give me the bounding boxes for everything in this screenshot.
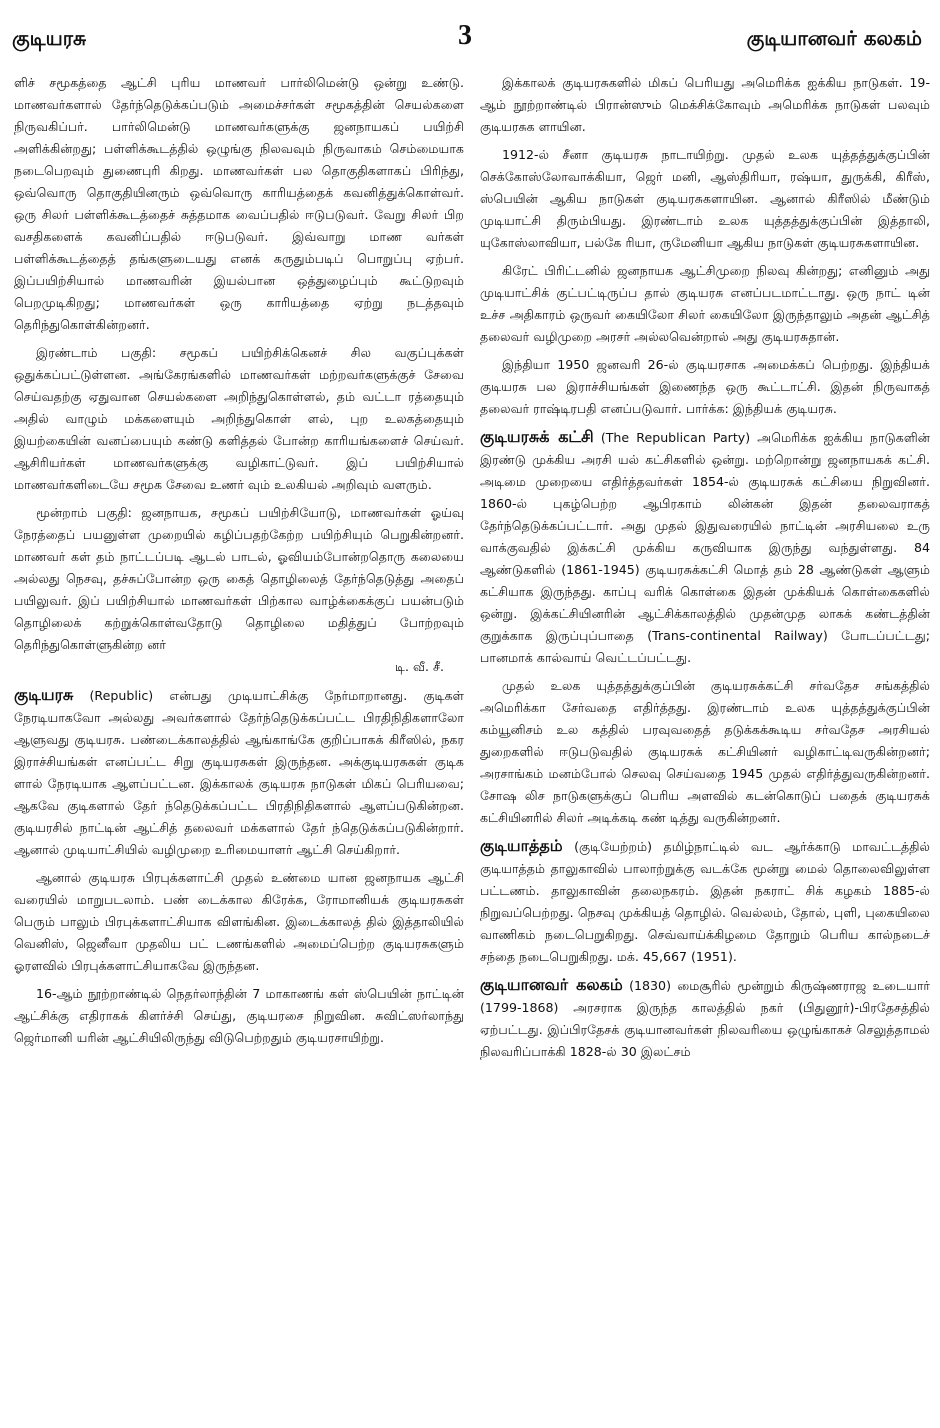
paragraph (480, 260, 930, 348)
paragraph (14, 983, 464, 1049)
entry-heading: குடியானவர் கலகம் (480, 975, 623, 994)
paragraph-text: முதல் உலக யுத்தத்துக்குப்பின் குடியரசுக்கட்சி சர்வதேச சங்கத்தில் அமெரிக்கா சேர்வதை எதிர்த்தது. இரண்டாம் உலக யுத்தத்துக்குப்பின் கம்யூனிசம் உல கத்தில் பரவுவதைத் தடுக்கக்கூடிய சர்வதேச அரசியல் துறைகளில் ஈடுபடுவதில் குடியரசுக் கட்சியினர் வழிகாட்டிவருகின்றனர்; அரசாங்கம் மனம்போல் செலவு செய்வதை 1945 முதல் எதிர்த்துவருகின்றனர். சோஷ லிச நாடுகளுக்குப் பெரிய அளவில் கடன்கொடுப் பதைக் குடியரசுக் கட்சியினரில் சிலர் அடிக்கடி கண் டித்து வருகின்றனர். (480, 678, 930, 825)
page-number: 3 (458, 20, 472, 51)
entry-heading: குடியாத்தம் (480, 836, 563, 855)
paragraph (14, 502, 464, 678)
entry-paragraph (14, 684, 464, 861)
paragraph-text: இக்காலக் குடியரசுகளில் மிகப் பெரியது அமெரிக்க ஐக்கிய நாடுகள். 19-ஆம் நூற்றாண்டில் பிரான்ஸும் மெக்சிக்கோவும் அமெரிக்க நாடுகள் பலவும் குடியரசுக ளாயின. (480, 75, 930, 134)
author-initials: டி. வீ. சீ. (394, 659, 444, 674)
paragraph (480, 354, 930, 420)
paragraph-text: (குடியேற்றம்) தமிழ்நாட்டில் வட ஆர்க்காடு மாவட்டத்தில் குடியாத்தம் தாலுகாவில் பாலாற்றுக்கு வடக்கே மூன்று மைல் தொலைவிலுள்ள பட்டணம். தாலுகாவின் தலைநகரம். இதன் நகராட் சிக் கழகம் 1885-ல் நிறுவப்பெற்றது. நெசவு முக்கியத் தொழில். வெல்லம், தோல், புளி, புகையிலை வாணிகம் நடைபெறுகிறது. செவ்வாய்க்கிழமை தோறும் பெரிய கால்நடைச் சந்தை நடைபெறுகிறது. மக். 45,667 (1951). (480, 839, 930, 964)
paragraph (480, 144, 930, 254)
paragraph-text: 16-ஆம் நூற்றாண்டில் நெதர்லாந்தின் 7 மாகாணங் கள் ஸ்பெயின் நாட்டின் ஆட்சிக்கு எதிராகக் கிளர்ச்சி செய்து, குடியரசை நிறுவின. சுவிட்ஸர்லாந்து ஜெர்மானி யரின் ஆட்சியிலிருந்து விடுபெற்றதும் குடியரசாயிற்று. (14, 986, 464, 1045)
paragraph-text: கிரேட் பிரிட்டனில் ஜனநாயக ஆட்சிமுறை நிலவு கின்றது; எனினும் அது முடியாட்சிக் குட்பட்டிருப்ப தால் குடியரசு எனப்படமாட்டாது. ஒரு நாட் டின் உச்ச அதிகாரம் ஒருவர் கையிலோ சிலர் கையிலோ இருந்தாலும் அதன் ஆட்சித் தலைவர் வழிமுறை அரசர் அல்லவென்றால் அது குடியரசுதான். (480, 263, 930, 344)
paragraph-text: (1830) மைசூரில் மூன்றும் கிருஷ்ணராஜ உடையார் (1799-1868) அரசராக இருந்த காலத்தில் நகர் (பிதுனூர்)-பிரதேசத்தில் ஏற்பட்டது. இப்பிரதேசக் குடியானவர்கள் நிலவரியை ஒழுங்காகச் செலுத்தாமல் நிலவரிப்பாக்கி 1828-ல் 30 இலட்சம் (480, 978, 930, 1059)
paragraph (480, 675, 930, 829)
paragraph-text: இந்தியா 1950 ஜனவரி 26-ல் குடியரசாக அமைக்கப் பெற்றது. இந்தியக் குடியரசு பல இராச்சியங்கள் இணைந்த ஒரு கூட்டாட்சி. இதன் நிருவாகத் தலைவர் ராஷ்டிரபதி எனப்படுவார். பார்க்க: இந்தியக் குடியரசு. (480, 357, 930, 416)
paragraph-text: ளிச் சமூகத்தை ஆட்சி புரிய மாணவர் பார்லிமென்டு ஒன்று உண்டு. மாணவர்களால் தேர்ந்தெடுக்கப்படும் அமைச்சர்கள் சமூகத்தின் செயல்களை நிருவகிப்பர். பார்லிமென்டு மாணவர்களுக்கு ஜனநாயகப் பயிற்சி அளிக்கின்றது; பள்ளிக்கூடத்தில் ஒழுங்கு நிலவவும் நிருவாகம் செம்மையாக நடைபெறவும் துணைபுரி கிறது. மாணவர்கள் பல தொகுதிகளாகப் பிரிந்து, ஒவ்வொரு தொகுதியினரும் ஒவ்வொரு காரியத்தைக் கவனித்துக்கொள்வர். ஒரு சிலர் பள்ளிக்கூடத்தைச் சுத்தமாக வைப்பதில் ஈடுபடுவர். வேறு சிலர் பிற வசதிகளைக் கவனிப்பதில் ஈடுபடுவர். இவ்வாறு மாண வர்கள் பள்ளிக்கூடத்தைத் தங்களுடையது எனக் கருதும்படிப் பொறுப்பு ஏற்பர். இப்பயிற்சியால் மாணவரின் இயல்பான ஒத்துழைப்பும் கூட்டுறவும் பெறமுடிகிறது; மாணவர்கள் ஒரு காரியத்தை ஏற்று நடத்தவும் தெரிந்துகொள்கின்றனர். (14, 75, 464, 332)
paragraph-text: (The Republican Party) அமெரிக்க ஐக்கிய நாடுகளின் இரண்டு முக்கிய அரசி யல் கட்சிகளில் ஒன்று. மற்றொன்று ஜனநாயகக் கட்சி. அடிமை முறையை எதிர்த்தவர்கள் 1854-ல் குடியரசுக் கட்சியை நிறுவினர். 1860-ல் புகழ்பெற்ற ஆபிரகாம் லின்கன் இதன் தலைவராகத் தேர்ந்தெடுக்கப்பட்டார். அது முதல் இதுவரையில் நாட்டின் அரசியலை உரு வாக்குவதில் இக்கட்சி முக்கிய கருவியாக இருந்து வந்துள்ளது. 84 ஆண்டுகளில் (1861-1945) குடியரசுக்கட்சி மொத் தம் 28 ஆண்டுகள் ஆளும் கட்சியாக இருந்தது. காப்பு வரிக் கொள்கை இதன் முக்கியக் கொள்கைகளில் ஒன்று. இக்கட்சியினரின் ஆட்சிக்காலத்தில் முதன்முத லாகக் கண்டத்தின் குறுக்காக இருப்புப்பாதை (Trans-continental Railway) போடப்பட்டது; பானமாக் கால்வாய் வெட்டப்பட்டது. (480, 430, 930, 665)
paragraph (14, 867, 464, 977)
entry-paragraph (480, 835, 930, 968)
paragraph (480, 72, 930, 138)
paragraph-text: (Republic) என்பது முடியாட்சிக்கு நேர்மாறானது. குடிகள் நேரடியாகவோ அல்லது அவர்களால் தேர்ந்தெடுக்கப்பட்ட பிரதிநிதிகளாலோ ஆளுவது குடியரசு. பண்டைக்காலத்தில் ஆங்காங்கே குறிப்பாகக் கிரீஸில், நகர இராச்சியங்கள் எனப்பட்ட சிறு குடியரசுகள் இருந்தன. அக்குடியரசுகள் குடிக ளால் நேரடியாக ஆளப்பட்டன. இக்காலக் குடியரசு நாடுகள் மிகப் பெரியவை; ஆகவே குடிகளால் தேர் ந்தெடுக்கப்பட்ட பிரதிநிதிகளால் ஆளப்படுகின்றன. குடியரசில் நாட்டின் ஆட்சித் தலைவர் மக்களால் தேர் ந்தெடுக்கப்படுகின்றார். ஆனால் முடியாட்சியில் வழிமுறை உரிமையாளர் ஆட்சி செய்கிறார். (14, 688, 464, 857)
paragraph (14, 342, 464, 496)
entry-paragraph (480, 426, 930, 669)
right-column (480, 72, 930, 1412)
entry-heading: குடியரசுக் கட்சி (480, 427, 594, 446)
paragraph (14, 72, 464, 336)
left-column (14, 72, 464, 1412)
paragraph-text: மூன்றாம் பகுதி: ஜனநாயக, சமூகப் பயிற்சியோடு, மாணவர்கள் ஓய்வு நேரத்தைப் பயனுள்ள முறையில் கழிப்பதற்கேற்ற பயிற்சியும் பெறுகின்றனர். மாணவர் கள் தம் நாட்டப்படி ஆடல் பாடல், ஓவியம்போன்றதொரு கலையை அல்லது நெசவு, தச்சுப்போன்ற ஒரு கைத் தொழிலைத் தேர்ந்தெடுத்து அதைப் பயிலுவர். இப் பயிற்சியால் மாணவர்கள் பிற்கால வாழ்க்கைக்குப் பயன்படும் தொழிலைக் கற்றுக்கொள்வதோடு தொழிலை மதித்துப் போற்றவும் தெரிந்துகொள்ளுகின்ற னர் (14, 505, 464, 652)
running-header-left: குடியரசு (12, 26, 87, 50)
paragraph-text: இரண்டாம் பகுதி: சமூகப் பயிற்சிக்கெனச் சில வகுப்புக்கள் ஒதுக்கப்பட்டுள்ளன. அங்கேரங்களில் மாணவர்கள் மற்றவர்களுக்குச் சேவை செய்வதற்கு ஏதுவான செயல்களை அறிந்துகொள்ளல், தம் வட்டா ரத்தையும் அதில் வாழும் மக்களையும் அறிந்துகொள் ளல், புற உலகத்தையும் இயற்கையின் வனப்பையும் கண்டு களித்தல் போன்ற காரியங்களைச் செய்வர். ஆசிரியர்கள் மாணவர்களுக்கு வழிகாட்டுவர். இப் பயிற்சியால் மாணவர்களிடையே சமூக சேவை உணர் வும் உலகியல் அறிவும் வளரும். (14, 345, 464, 492)
running-header-right: குடியானவர் கலகம் (746, 26, 922, 50)
paragraph-text: 1912-ல் சீனா குடியரசு நாடாயிற்று. முதல் உலக யுத்தத்துக்குப்பின் செக்கோஸ்லோவாக்கியா, ஜெர் மனி, ஆஸ்திரியா, ரஷ்யா, துருக்கி, கிரீஸ், ஸ்பெயின் ஆகிய நாடுகள் குடியரசுகளாயின. ஆனால் கிரீஸில் மீண்டும் முடியாட்சி திரும்பியது. இரண்டாம் உலக யுத்தத்துக்குப்பின் இத்தாலி, யுகோஸ்லாவியா, பல்கே ரியா, ருமேனியா ஆகிய நாடுகள் குடியரசுகளாயின. (480, 147, 930, 250)
paragraph-text: ஆனால் குடியரசு பிரபுக்களாட்சி முதல் உண்மை யான ஜனநாயக ஆட்சி வரையில் மாறுபடலாம். பண் டைக்கால கிரேக்க, ரோமானியக் குடியரசுகள் பெரும் பாலும் பிரபுக்களாட்சியாக விளங்கின. இடைக்காலத் தில் இத்தாலியில் வெனிஸ், ஜெனீவா முதலிய பட் டணங்களில் அமைப்பெற்ற குடியரசுகளும் ஓரளவில் பிரபுக்களாட்சியாகவே இருந்தன. (14, 870, 464, 973)
entry-heading: குடியரசு (14, 685, 74, 704)
entry-paragraph (480, 974, 930, 1063)
